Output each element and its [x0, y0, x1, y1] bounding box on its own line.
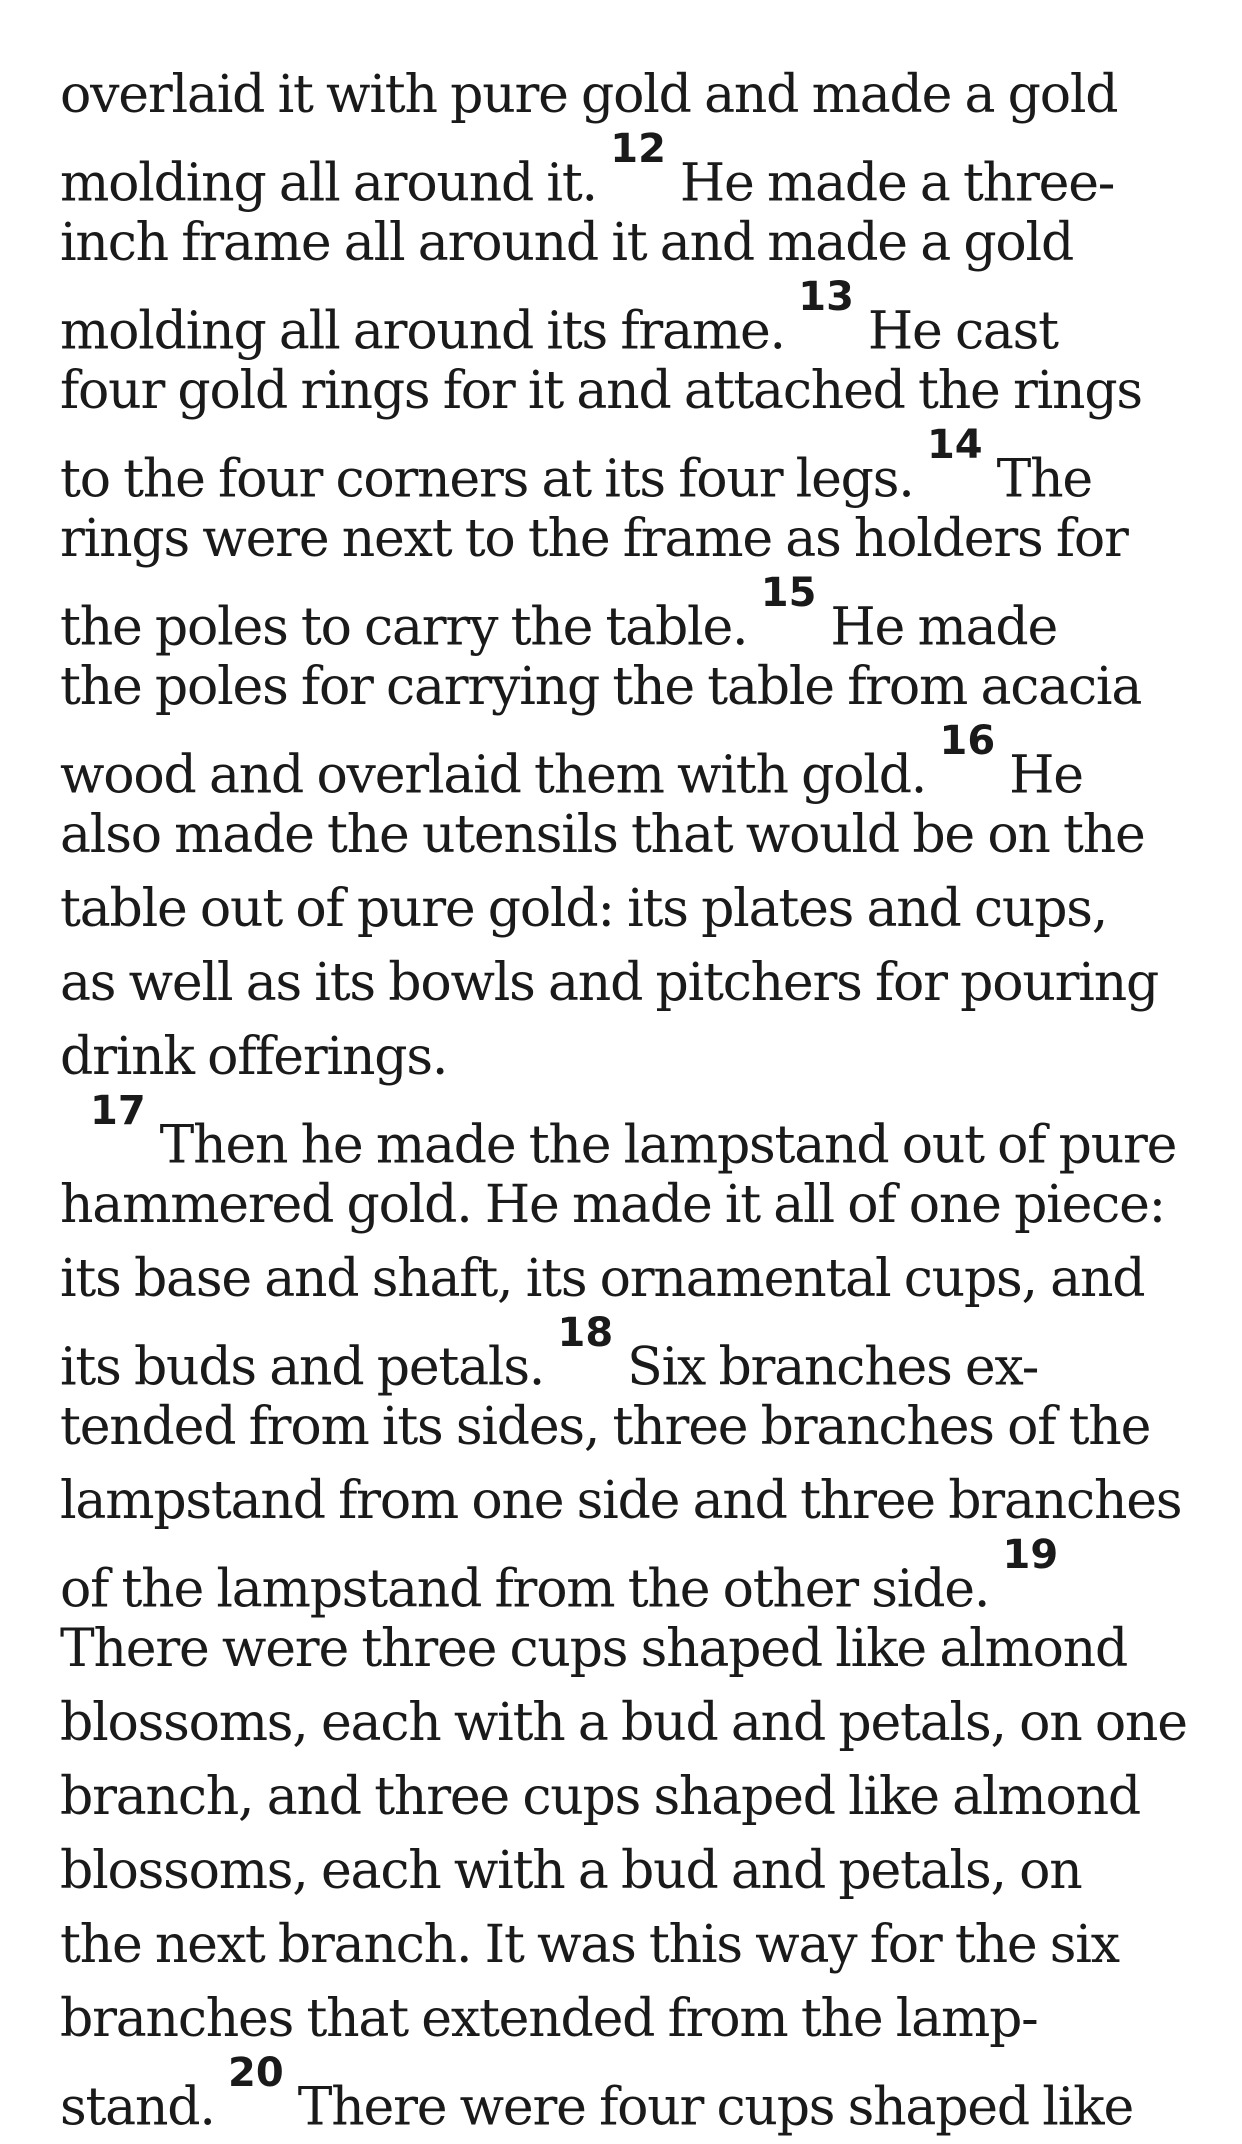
line-text: There were four cups shaped like [297, 2077, 1134, 2138]
text-line [60, 1908, 1200, 1982]
line-text: as well as its bowls and pitchers for pouring [60, 953, 1159, 1013]
line-text: molding all around its frame. [60, 301, 785, 362]
text-line [60, 1242, 1200, 1316]
text-line [60, 422, 1200, 510]
line-text: also made the utensils that would be on the [60, 805, 1145, 865]
line-text: drink offerings. [60, 1027, 448, 1087]
line-text: the poles to carry the table. [60, 597, 748, 658]
text-line [60, 1464, 1200, 1538]
verse-number: 12 [610, 126, 666, 172]
line-text: Then he made the lampstand out of pure [159, 1115, 1177, 1176]
text-line [60, 798, 1200, 872]
line-text: He made [830, 597, 1058, 658]
line-text: tended from its sides, three branches of the [60, 1397, 1151, 1457]
line-text: blossoms, each with a bud and petals, on one [60, 1693, 1187, 1753]
line-text: He [1009, 745, 1083, 806]
text-line [60, 1532, 1200, 1620]
line-text: He cast [867, 301, 1058, 362]
text-line [60, 1982, 1200, 2056]
line-text: the poles for carrying the table from acacia [60, 657, 1142, 717]
line-text: its base and shaft, its ornamental cups, and [60, 1249, 1145, 1309]
verse-number: 15 [760, 570, 817, 616]
text-line [60, 1390, 1200, 1464]
line-text: overlaid it with pure gold and made a gold [60, 65, 1118, 125]
line-text: The [996, 449, 1092, 510]
text-line [60, 1834, 1200, 1908]
verse-number: 19 [1002, 1532, 1059, 1578]
verse-number: 16 [939, 718, 996, 764]
line-text: the next branch. It was this way for the six [60, 1915, 1119, 1975]
text-line [60, 1686, 1200, 1760]
line-text: branch, and three cups shaped like almond [60, 1767, 1141, 1827]
text-line [60, 502, 1200, 576]
line-text: rings were next to the frame as holders for [60, 509, 1128, 569]
text-line [60, 2050, 1200, 2138]
text-line [60, 872, 1200, 946]
verse-number: 13 [798, 274, 854, 320]
line-text: stand. [60, 2077, 215, 2138]
line-text: branches that extended from the lamp- [60, 1989, 1038, 2049]
line-text: Six branches ex- [627, 1337, 1039, 1398]
line-text: its buds and petals. [60, 1337, 545, 1398]
text-line [60, 946, 1200, 1020]
line-text: There were three cups shaped like almond [60, 1619, 1128, 1679]
line-text: inch frame all around it and made a gold [60, 213, 1074, 273]
text-line [60, 570, 1200, 658]
line-text: four gold rings for it and attached the rings [60, 361, 1142, 421]
text-line [60, 1760, 1200, 1834]
line-text: hammered gold. He made it all of one piece: [60, 1175, 1165, 1235]
line-text: wood and overlaid them with gold. [60, 745, 927, 806]
line-text: table out of pure gold: its plates and cups, [60, 879, 1108, 939]
reading-page [60, 58, 1200, 2138]
text-line [60, 718, 1200, 806]
text-line [60, 1168, 1200, 1242]
line-text: of the lampstand from the other side. [60, 1559, 990, 1620]
line-text: molding all around it. [60, 153, 597, 214]
text-line [60, 1612, 1200, 1686]
text-line [60, 354, 1200, 428]
verse-number: 14 [926, 422, 983, 468]
text-line [60, 1310, 1200, 1398]
text-line [60, 650, 1200, 724]
text-line [60, 1020, 1200, 1094]
line-text: blossoms, each with a bud and petals, on [60, 1841, 1082, 1901]
text-line [60, 58, 1200, 132]
text-line [60, 206, 1200, 280]
text-line [60, 126, 1200, 214]
text-line [60, 1088, 1200, 1176]
line-text: He made a three- [679, 153, 1115, 214]
line-text: lampstand from one side and three branches [60, 1471, 1182, 1531]
verse-number: 20 [228, 2050, 284, 2096]
verse-number: 17 [90, 1088, 146, 1134]
verse-number: 18 [557, 1310, 614, 1356]
text-line [60, 274, 1200, 362]
line-text: to the four corners at its four legs. [60, 449, 914, 510]
